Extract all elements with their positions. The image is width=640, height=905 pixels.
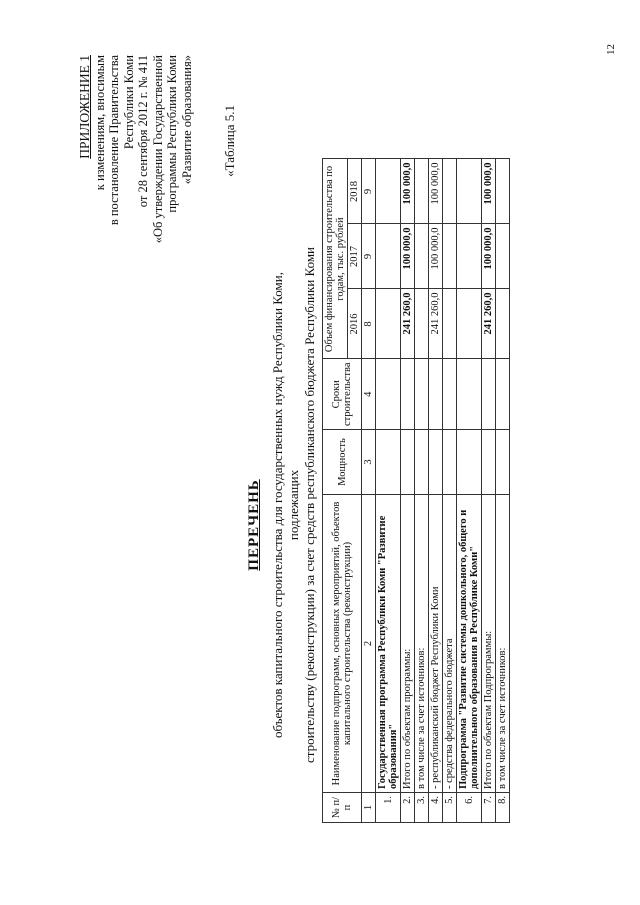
subtitle-line: строительству (реконструкции) за счет средств республиканского бюджета Республики Коми bbox=[302, 246, 317, 764]
row-value bbox=[496, 159, 510, 224]
row-number: 7. bbox=[482, 793, 496, 823]
row-name: Итого по объектам программы: bbox=[401, 495, 415, 793]
row-terms bbox=[429, 359, 443, 430]
row-name: в том числе за счет источников: bbox=[415, 495, 429, 793]
header-capacity: Мощность bbox=[323, 430, 362, 495]
header-year: 2018 bbox=[348, 159, 362, 224]
page-number: 12 bbox=[605, 44, 617, 55]
appendix-line: программы Республики Коми bbox=[165, 55, 179, 213]
row-value bbox=[376, 289, 401, 359]
index-cell: 9 bbox=[362, 159, 376, 224]
appendix-line: в постановление Правительства Республики Коми bbox=[107, 55, 136, 226]
table-index-row bbox=[362, 159, 376, 823]
row-value bbox=[415, 289, 429, 359]
appendix-line: «Об утверждении Государственной bbox=[150, 55, 165, 244]
row-value: 100 000,0 bbox=[401, 159, 415, 224]
row-value bbox=[496, 289, 510, 359]
row-terms bbox=[376, 359, 401, 430]
subtitle-line: объектов капитального строительства для государственных нужд Республики Коми, подлежащих bbox=[270, 272, 301, 739]
row-value: 241 260,0 bbox=[482, 289, 496, 359]
table-header-row bbox=[323, 159, 348, 823]
row-name: - республиканский бюджет Республики Коми bbox=[429, 495, 443, 793]
row-number: 6. bbox=[457, 793, 482, 823]
table-row bbox=[482, 159, 496, 823]
row-name: Государственная программа Республики Коми "Развитие образования" bbox=[376, 495, 401, 793]
row-name: в том числе за счет источников: bbox=[496, 495, 510, 793]
header-name: Наименование подпрограмм, основных мероприятий, объектов капитального строительства (реконструкции) bbox=[323, 495, 362, 793]
row-terms bbox=[401, 359, 415, 430]
table-row bbox=[376, 159, 401, 823]
appendix-block bbox=[78, 55, 194, 245]
document-subtitle bbox=[270, 240, 318, 770]
row-value bbox=[443, 289, 457, 359]
row-name: - средства федерального бюджета bbox=[443, 495, 457, 793]
row-value: 100 000,0 bbox=[482, 159, 496, 224]
row-value: 241 260,0 bbox=[429, 289, 443, 359]
table-row bbox=[415, 159, 429, 823]
row-value bbox=[443, 159, 457, 224]
row-value bbox=[415, 159, 429, 224]
row-capacity bbox=[496, 430, 510, 495]
index-cell: 4 bbox=[362, 359, 376, 430]
table-label: «Таблица 5.1 bbox=[222, 105, 237, 177]
row-name: Итого по объектам Подпрограммы: bbox=[482, 495, 496, 793]
header-funding: Объем финансирования строительства по годам, тыс. рублей bbox=[323, 159, 348, 359]
table-row bbox=[429, 159, 443, 823]
table-body bbox=[376, 159, 510, 823]
row-capacity bbox=[482, 430, 496, 495]
header-terms: Сроки строительства bbox=[323, 359, 362, 430]
index-cell: 1 bbox=[362, 793, 376, 823]
row-value bbox=[443, 224, 457, 289]
row-capacity bbox=[401, 430, 415, 495]
appendix-title: ПРИЛОЖЕНИЕ 1 bbox=[77, 55, 92, 159]
row-value: 241 260,0 bbox=[401, 289, 415, 359]
appendix-line: от 28 сентября 2012 г. № 411 bbox=[136, 55, 150, 208]
table-row bbox=[401, 159, 415, 823]
header-year: 2017 bbox=[348, 224, 362, 289]
row-value bbox=[415, 224, 429, 289]
index-cell: 3 bbox=[362, 430, 376, 495]
row-value bbox=[457, 289, 482, 359]
row-value bbox=[376, 159, 401, 224]
row-number: 1. bbox=[376, 793, 401, 823]
row-number: 3. bbox=[415, 793, 429, 823]
row-capacity bbox=[376, 430, 401, 495]
row-number: 8. bbox=[496, 793, 510, 823]
row-terms bbox=[443, 359, 457, 430]
row-value: 100 000,0 bbox=[482, 224, 496, 289]
index-cell: 9 bbox=[362, 224, 376, 289]
row-number: 4. bbox=[429, 793, 443, 823]
table-row bbox=[443, 159, 457, 823]
table-row bbox=[457, 159, 482, 823]
row-terms bbox=[496, 359, 510, 430]
table-row bbox=[496, 159, 510, 823]
row-terms bbox=[457, 359, 482, 430]
header-year: 2016 bbox=[348, 289, 362, 359]
index-cell: 2 bbox=[362, 495, 376, 793]
appendix-line: к изменениям, вносимым bbox=[92, 55, 107, 191]
row-value bbox=[376, 224, 401, 289]
row-terms bbox=[482, 359, 496, 430]
row-value: 100 000,0 bbox=[429, 224, 443, 289]
capital-objects-table bbox=[322, 159, 510, 824]
document-heading: ПЕРЕЧЕНЬ bbox=[246, 479, 262, 571]
row-capacity bbox=[415, 430, 429, 495]
row-capacity bbox=[457, 430, 482, 495]
row-name: Подпрограмма "Развитие системы дошкольного, общего и дополнительного образования в Республике Коми" bbox=[457, 495, 482, 793]
row-value: 100 000,0 bbox=[401, 224, 415, 289]
row-number: 2. bbox=[401, 793, 415, 823]
row-value: 100 000,0 bbox=[429, 159, 443, 224]
row-terms bbox=[415, 359, 429, 430]
row-capacity bbox=[443, 430, 457, 495]
row-capacity bbox=[429, 430, 443, 495]
row-number: 5. bbox=[443, 793, 457, 823]
row-value bbox=[496, 224, 510, 289]
header-num: № п/п bbox=[323, 793, 362, 823]
index-cell: 8 bbox=[362, 289, 376, 359]
row-value bbox=[457, 159, 482, 224]
appendix-line: «Развитие образования» bbox=[179, 55, 194, 185]
row-value bbox=[457, 224, 482, 289]
